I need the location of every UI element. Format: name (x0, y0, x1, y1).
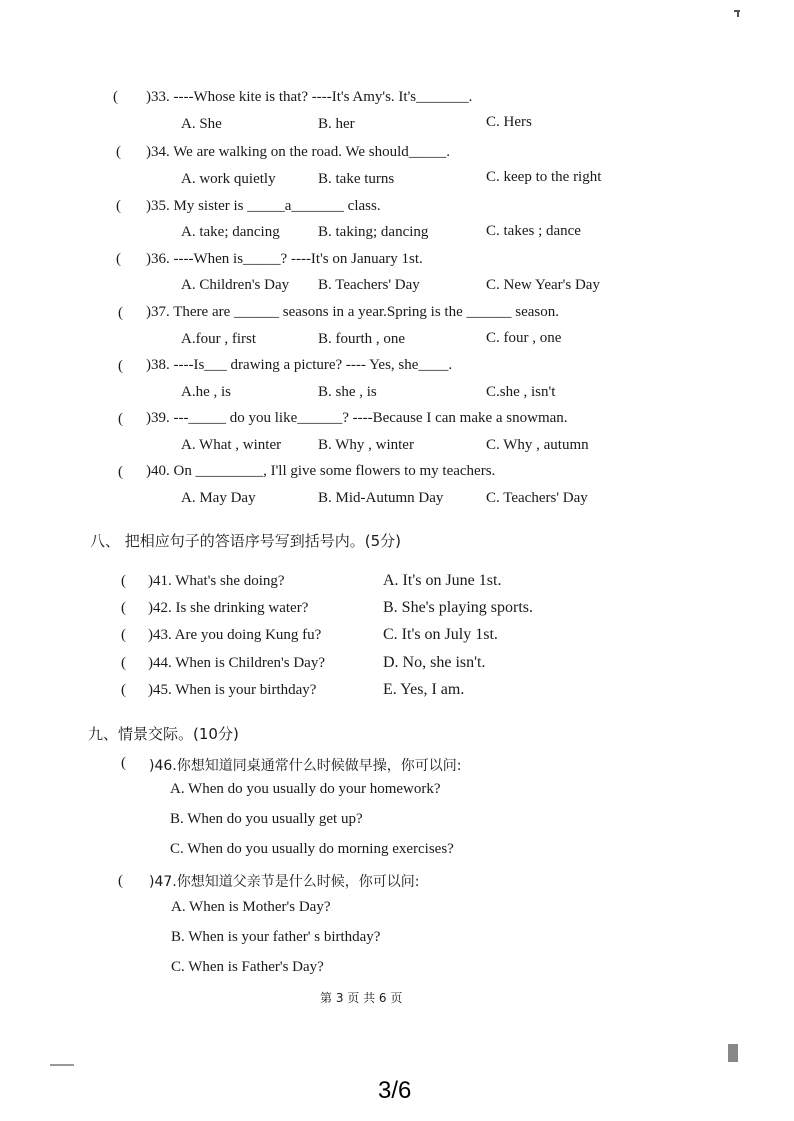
answer-paren-43[interactable]: ( (121, 627, 126, 643)
match-question-41: )41. What's she doing? (148, 573, 285, 589)
question-39-option-b: B. Why , winter (318, 437, 414, 453)
question-37-stem: )37. There are ______ seasons in a year.Spring is the ______ season. (146, 304, 559, 320)
scenario-47-option-a: A. When is Mother's Day? (171, 899, 331, 915)
question-34-stem: )34. We are walking on the road. We should_____. (146, 144, 451, 160)
answer-paren-33[interactable]: ( (113, 89, 118, 105)
match-question-45: )45. When is your birthday? (148, 682, 317, 698)
question-35-option-b: B. taking; dancing (318, 224, 429, 240)
answer-paren-47[interactable]: ( (118, 873, 123, 889)
answer-paren-39[interactable]: ( (118, 411, 123, 427)
scenario-question-46: )46.你想知道同桌通常什么时候做早操，你可以问: (149, 758, 462, 774)
question-34-option-b: B. take turns (318, 171, 395, 187)
question-37-option-b: B. fourth , one (318, 331, 406, 347)
scan-mark-bottom-right (728, 1044, 738, 1062)
question-39-stem: )39. ---_____ do you like______? ----Because I can make a snowman. (146, 410, 568, 426)
answer-paren-46[interactable]: ( (121, 755, 126, 771)
question-40-option-c: C. Teachers' Day (486, 490, 588, 506)
question-33-stem: )33. ----Whose kite is that? ----It's Amy's. It's_______. (146, 89, 473, 105)
question-40-option-b: B. Mid-Autumn Day (318, 490, 444, 506)
answer-paren-45[interactable]: ( (121, 682, 126, 698)
question-33-option-a: A. She (181, 116, 222, 132)
question-38-stem: )38. ----Is___ drawing a picture? ---- Yes, she____. (146, 357, 453, 373)
answer-paren-36[interactable]: ( (116, 251, 121, 267)
match-answer-b: B. She's playing sports. (383, 599, 533, 616)
section-8-title: 八、 把相应句子的答语序号写到括号内。(5分) (90, 532, 402, 550)
question-37-option-a: A.four , first (181, 331, 256, 347)
question-35-option-a: A. take; dancing (181, 224, 280, 240)
question-36-option-c: C. New Year's Day (486, 277, 600, 293)
scenario-47-option-c: C. When is Father's Day? (171, 959, 324, 975)
question-33-option-c: C. Hers (486, 114, 532, 130)
scenario-46-option-a: A. When do you usually do your homework? (170, 781, 441, 797)
match-answer-c: C. It's on July 1st. (383, 626, 498, 643)
scenario-46-option-b: B. When do you usually get up? (170, 811, 363, 827)
question-39-option-a: A. What , winter (181, 437, 282, 453)
section-9-title: 九、情景交际。(10分) (88, 725, 239, 743)
question-34-option-a: A. work quietly (181, 171, 276, 187)
question-36-option-b: B. Teachers' Day (318, 277, 420, 293)
scan-mark-bottom-left (50, 1064, 74, 1066)
question-40-stem: )40. On _________, I'll give some flowers to my teachers. (146, 463, 496, 479)
answer-paren-44[interactable]: ( (121, 655, 126, 671)
question-39-option-c: C. Why , autumn (486, 437, 589, 453)
question-38-option-a: A.he , is (181, 384, 231, 400)
page-footer: 第 3 页 共 6 页 (320, 991, 403, 1005)
question-36-option-a: A. Children's Day (181, 277, 290, 293)
question-35-option-c: C. takes ; dance (486, 223, 581, 239)
question-36-stem: )36. ----When is_____? ----It's on January 1st. (146, 251, 423, 267)
match-question-42: )42. Is she drinking water? (148, 600, 309, 616)
answer-paren-40[interactable]: ( (118, 464, 123, 480)
match-answer-d: D. No, she isn't. (383, 654, 486, 671)
match-answer-a: A. It's on June 1st. (383, 572, 502, 589)
answer-paren-34[interactable]: ( (116, 144, 121, 160)
page-number: 3/6 (378, 1077, 412, 1104)
question-33-option-b: B. her (318, 116, 355, 132)
answer-paren-42[interactable]: ( (121, 600, 126, 616)
match-question-44: )44. When is Children's Day? (148, 655, 325, 671)
question-34-option-c: C. keep to the right (486, 169, 602, 185)
question-37-option-c: C. four , one (486, 330, 562, 346)
answer-paren-41[interactable]: ( (121, 573, 126, 589)
question-35-stem: )35. My sister is _____a_______ class. (146, 198, 381, 214)
question-38-option-b: B. she , is (318, 384, 377, 400)
answer-paren-35[interactable]: ( (116, 198, 121, 214)
answer-paren-37[interactable]: ( (118, 305, 123, 321)
match-answer-e: E. Yes, I am. (383, 681, 465, 698)
question-38-option-c: C.she , isn't (486, 384, 556, 400)
match-question-43: )43. Are you doing Kung fu? (148, 627, 322, 643)
scenario-question-47: )47.你想知道父亲节是什么时候，你可以问: (149, 874, 420, 890)
question-40-option-a: A. May Day (181, 490, 256, 506)
scan-mark-top-right-stem (737, 10, 739, 17)
scenario-46-option-c: C. When do you usually do morning exercises? (170, 841, 454, 857)
answer-paren-38[interactable]: ( (118, 358, 123, 374)
scenario-47-option-b: B. When is your father' s birthday? (171, 929, 381, 945)
